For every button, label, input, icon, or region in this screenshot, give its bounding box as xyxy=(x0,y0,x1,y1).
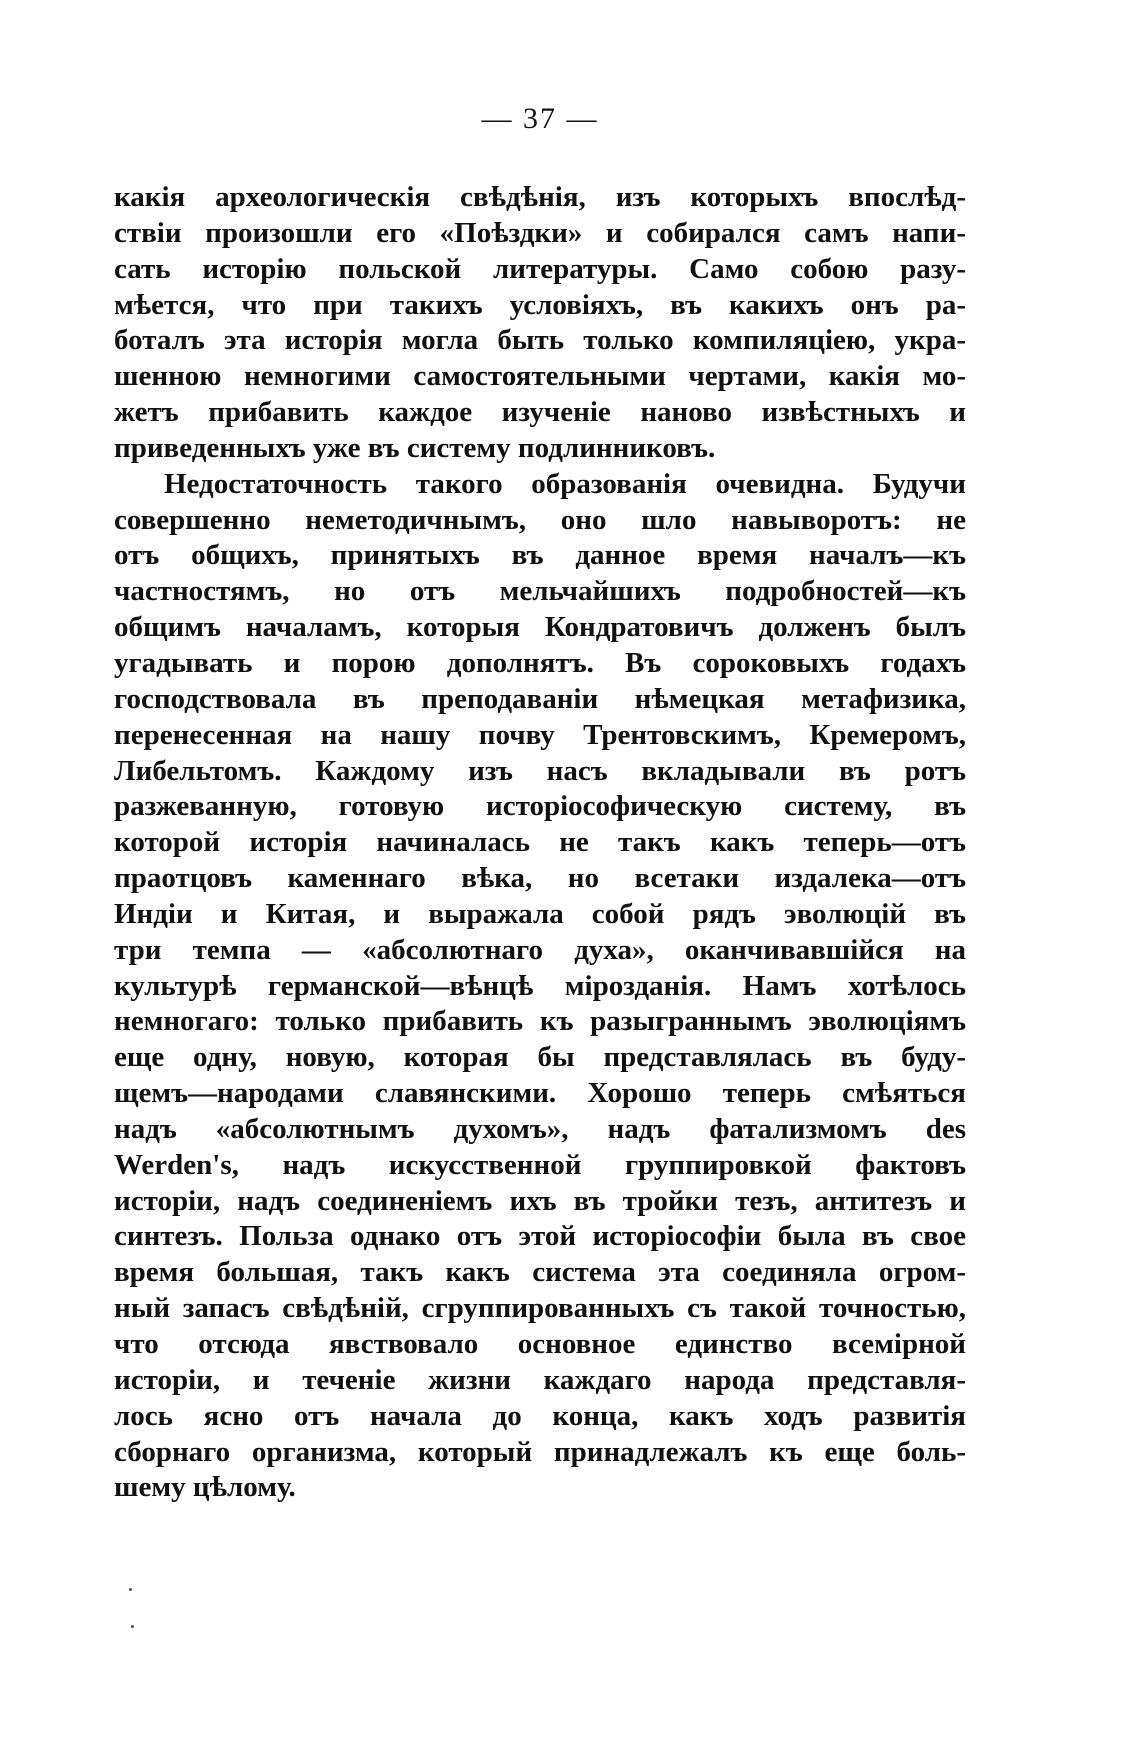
text-line: мѣется, что при такихъ условіяхъ, въ какихъ онъ ра- xyxy=(114,288,966,321)
text-line: отъ общихъ, принятыхъ въ данное время началъ—къ xyxy=(114,539,966,572)
text-line: три темпа — «абсолютнаго духа», оканчивавшійся на xyxy=(114,933,966,966)
text-line: исторіи, надъ соединеніемъ ихъ въ тройки тезъ, антитезъ и xyxy=(114,1184,966,1217)
text-line: угадывать и порою дополнятъ. Въ сороковыхъ годахъ xyxy=(114,646,966,679)
page-number: — 37 — xyxy=(481,102,599,135)
text-line: Либельтомъ. Каждому изъ насъ вкладывали въ ротъ xyxy=(114,754,966,787)
text-line: шему цѣлому. xyxy=(114,1471,296,1504)
text-line: время большая, такъ какъ система эта соединяла огром- xyxy=(114,1256,966,1289)
text-line: еще одну, новую, которая бы представлялась въ буду- xyxy=(114,1041,966,1074)
text-line: которой исторія начиналась не такъ какъ теперь—отъ xyxy=(114,826,966,859)
text-line: сборнаго организма, который принадлежалъ къ еще боль- xyxy=(114,1435,966,1468)
text-line: перенесенная на нашу почву Трентовскимъ, Кремеромъ, xyxy=(114,718,966,751)
text-line: щемъ—народами славянскими. Хорошо теперь смѣяться xyxy=(114,1077,966,1110)
text-line: разжеванную, готовую исторіософическую систему, въ xyxy=(114,790,966,823)
text-line: приведенныхъ уже въ систему подлинниковъ. xyxy=(114,431,716,464)
text-line: праотцовъ каменнаго вѣка, но всетаки издалека—отъ xyxy=(114,862,966,895)
text-line: совершенно неметодичнымъ, оно шло навыворотъ: не xyxy=(114,503,966,536)
text-line: культурѣ германской—вѣнцѣ мірозданія. Намъ хотѣлось xyxy=(114,969,966,1002)
text-line: лось ясно отъ начала до конца, какъ ходъ развитія xyxy=(114,1399,966,1432)
print-speck xyxy=(131,1625,134,1628)
text-line: сать исторію польской литературы. Само собою разу- xyxy=(114,252,966,285)
text-line: Недостаточность такого образованія очевидна. Будучи xyxy=(164,467,966,500)
text-line: господствовала въ преподаваніи нѣмецкая метафизика, xyxy=(114,682,966,715)
text-line: ный запасъ свѣдѣній, сгруппированныхъ съ такой точностью, xyxy=(114,1292,966,1325)
text-line: синтезъ. Польза однако отъ этой исторіософіи была въ свое xyxy=(114,1220,966,1253)
text-line: жетъ прибавить каждое изученіе наново извѣстныхъ и xyxy=(114,396,966,429)
text-line: исторіи, и теченіе жизни каждаго народа представля- xyxy=(114,1363,966,1396)
text-line: частностямъ, но отъ мельчайшихъ подробностей—къ xyxy=(114,575,966,608)
text-line: ствіи произошли его «Поѣздки» и собирался самъ напи- xyxy=(114,216,966,249)
text-line: Индіи и Китая, и выражала собой рядъ эволюцій въ xyxy=(114,897,966,930)
text-line: что отсюда явствовало основное единство всемірной xyxy=(114,1328,966,1360)
paragraph-1 xyxy=(114,180,966,467)
text-line: Werden's, надъ искусственной группировкой фактовъ xyxy=(114,1148,966,1181)
text-line: надъ «абсолютнымъ духомъ», надъ фатализмомъ des xyxy=(114,1112,966,1145)
paragraph-2 xyxy=(114,467,966,1506)
text-line: шенною немногими самостоятельными чертами, какія мо- xyxy=(114,360,966,393)
text-line: немногаго: только прибавить къ разыграннымъ эволюціямъ xyxy=(114,1005,966,1038)
text-line: общимъ началамъ, которыя Кондратовичъ долженъ былъ xyxy=(114,611,966,644)
text-line: боталъ эта исторія могла быть только компиляціею, укра- xyxy=(114,324,966,357)
print-speck xyxy=(129,1588,132,1591)
text-line: какія археологическія свѣдѣнія, изъ которыхъ впослѣд- xyxy=(114,181,966,213)
body-text xyxy=(114,180,966,1506)
